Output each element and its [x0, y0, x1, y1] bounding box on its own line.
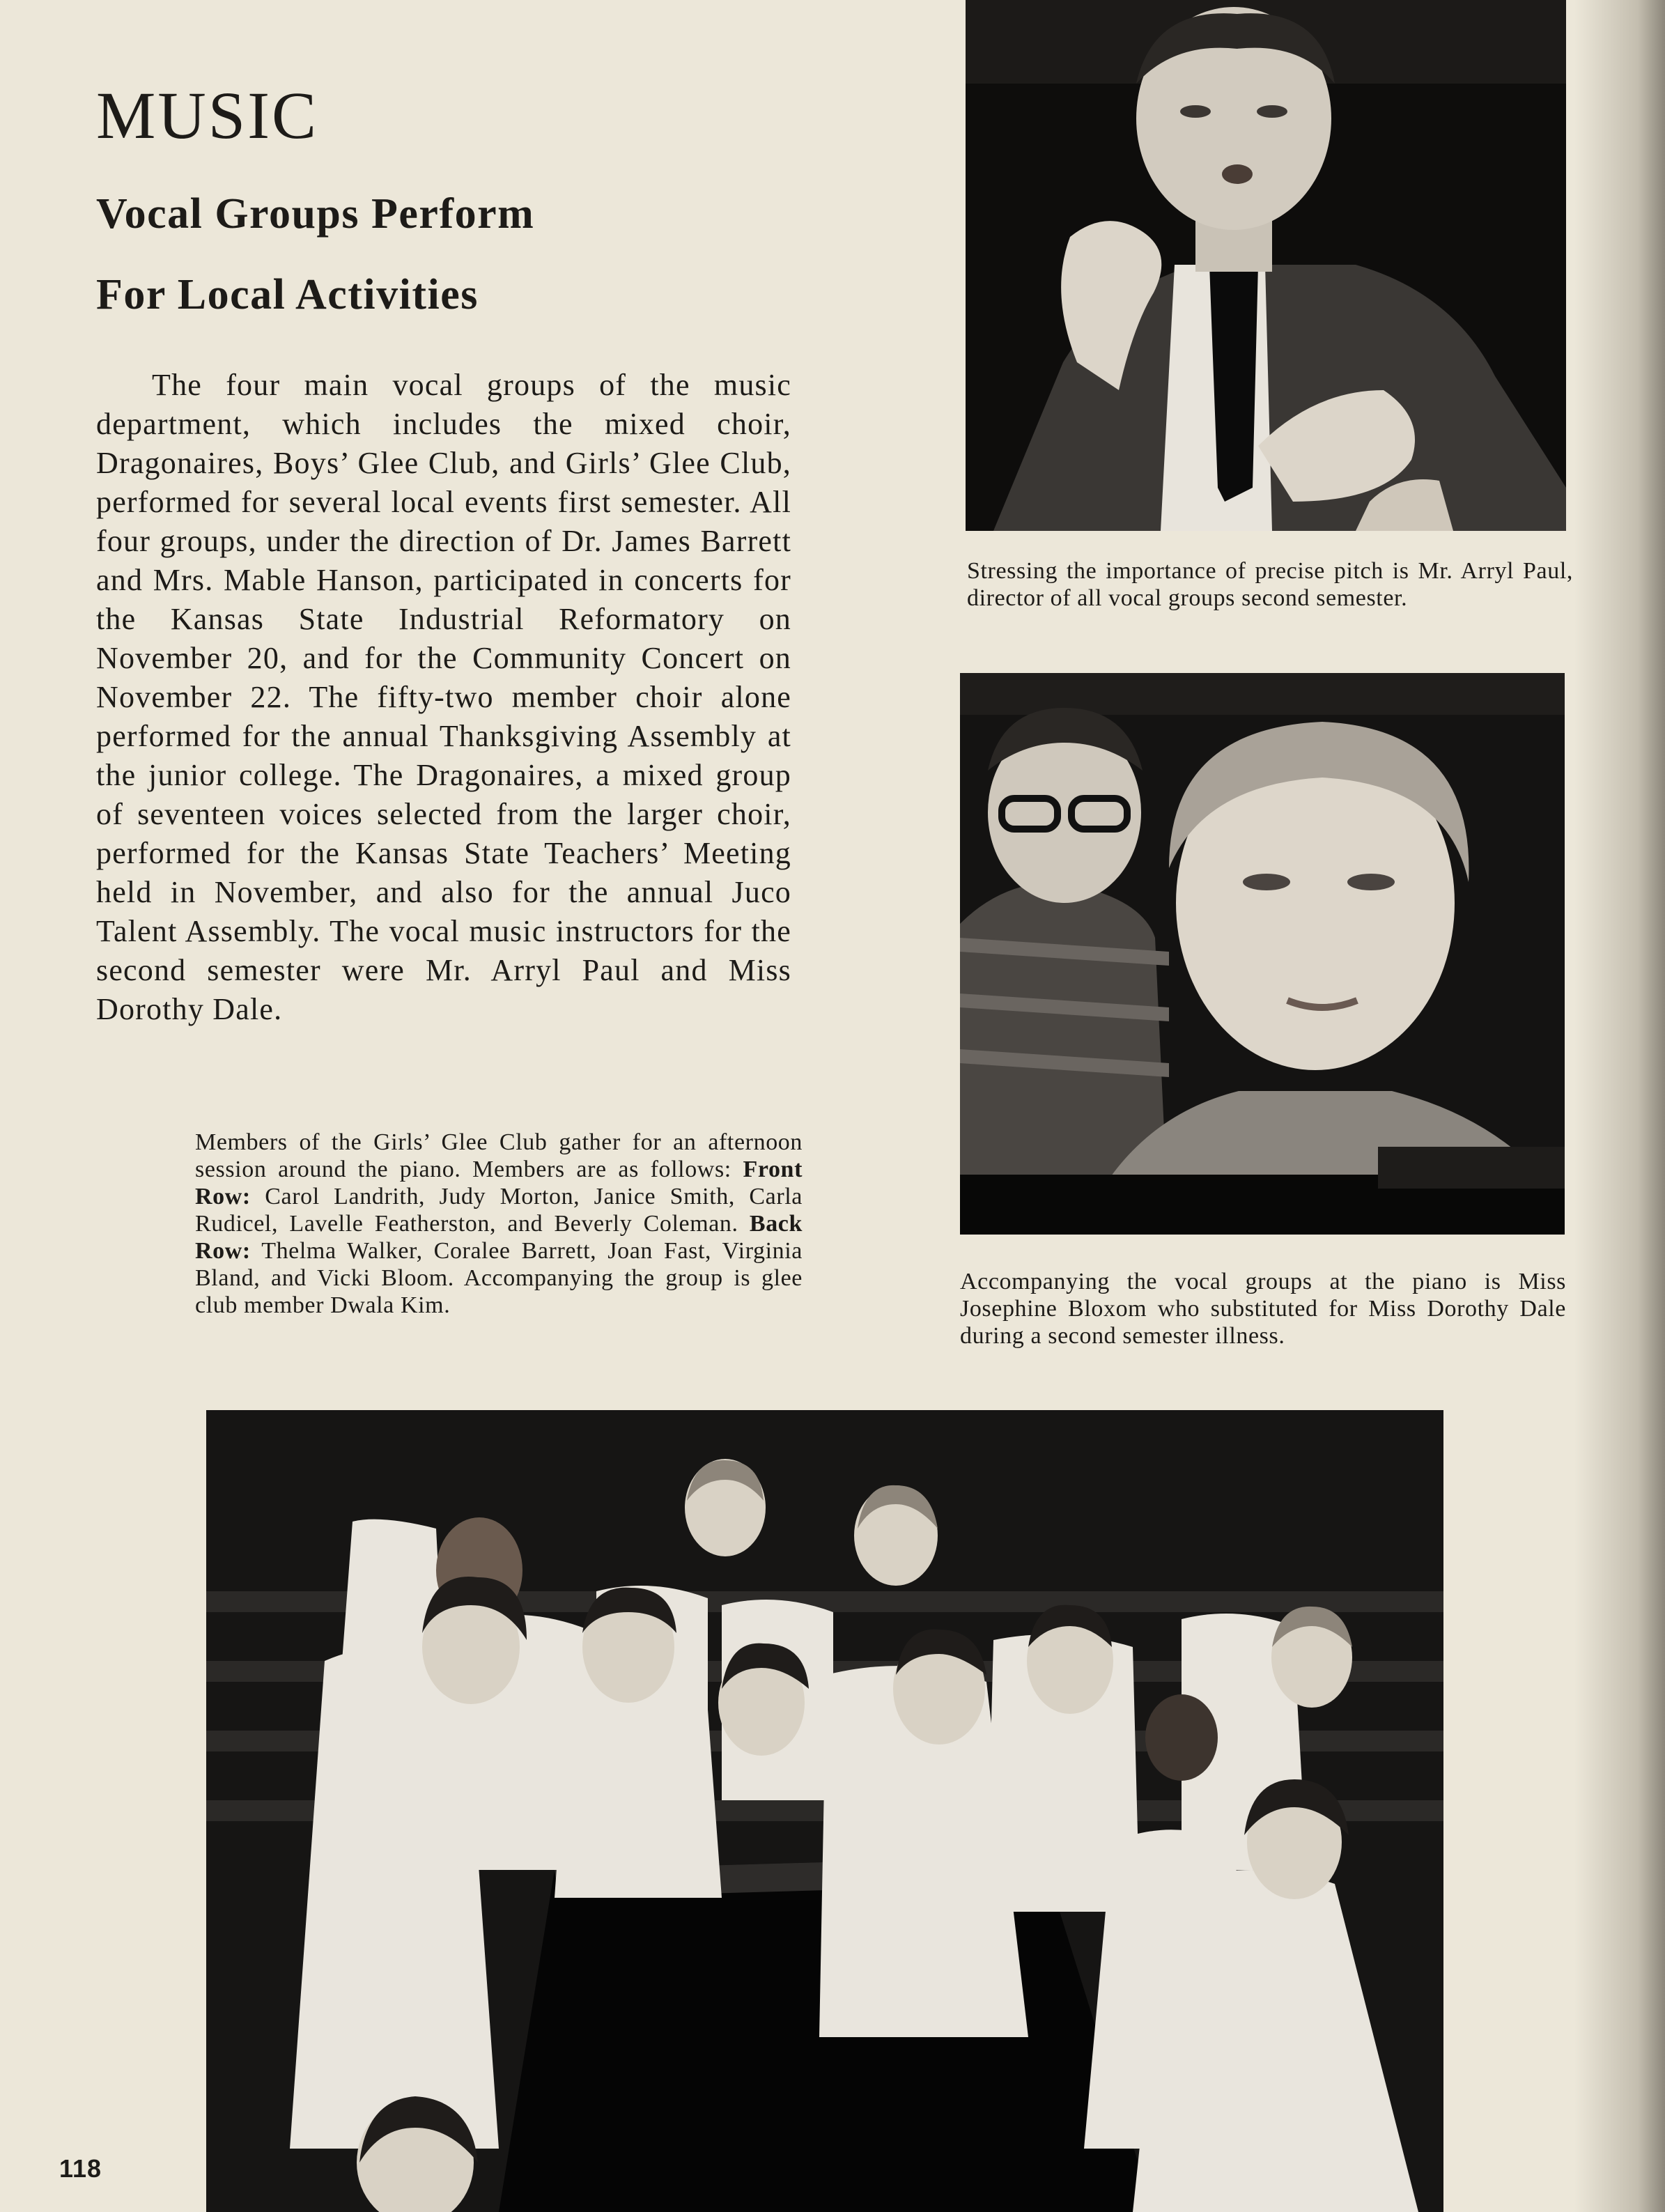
glee-club-caption: [195, 1129, 803, 1319]
subtitle-line-1: Vocal Groups Perform: [96, 190, 535, 238]
front-row-names: Carol Landrith, Judy Morton, Janice Smith, Carla Rudicel, Lavelle Featherston, and Beverly Coleman.: [195, 1184, 803, 1237]
accompanist-caption: Accompanying the vocal groups at the piano is Miss Josephine Bloxom who substituted for Miss Dorothy Dale during a second semester illness.: [960, 1269, 1566, 1349]
page-gutter-shadow: [1574, 0, 1665, 2212]
glee-club-caption-intro: Members of the Girls’ Glee Club gather for an afternoon session around the piano. Members are as follows:: [195, 1129, 803, 1182]
back-row-label: Back Row:: [195, 1211, 803, 1264]
subtitle-line-2: For Local Activities: [96, 271, 479, 318]
page-number: 118: [59, 2154, 102, 2183]
back-row-names: Thelma Walker, Coralee Barrett, Joan Fast, Virginia Bland, and Vicki Bloom. Accompanying the group is glee club member Dwala Kim.: [195, 1238, 803, 1318]
glee-club-photo: [206, 1410, 1443, 2212]
accompanist-photo: [960, 673, 1565, 1235]
front-row-label: Front Row:: [195, 1157, 803, 1209]
director-photo: [966, 0, 1566, 531]
director-caption: Stressing the importance of precise pitch is Mr. Arryl Paul, director of all vocal groups second semester.: [967, 558, 1573, 611]
article-body: [96, 366, 791, 1029]
page-title: MUSIC: [96, 78, 319, 153]
article-body-text: The four main vocal groups of the music department, which includes the mixed choir, Dragonaires, Boys’ Glee Club, and Girls’ Glee Club, performed for several local events first semester. All four groups, under the direction of Dr. James Barrett and Mrs. Mable Hanson, participated in concerts for the Kansas State Industrial Reformatory on November 20, and for the Community Concert on November 22. The fifty-two member choir alone performed for the annual Thanksgiving Assembly at the junior college. The Dragonaires, a mixed group of seventeen voices selected from the larger choir, performed for the Kansas State Teachers’ Meeting held in November, and also for the annual Juco Talent Assembly. The vocal music instructors for the second semester were Mr. Arryl Paul and Miss Dorothy Dale.: [96, 368, 791, 1026]
